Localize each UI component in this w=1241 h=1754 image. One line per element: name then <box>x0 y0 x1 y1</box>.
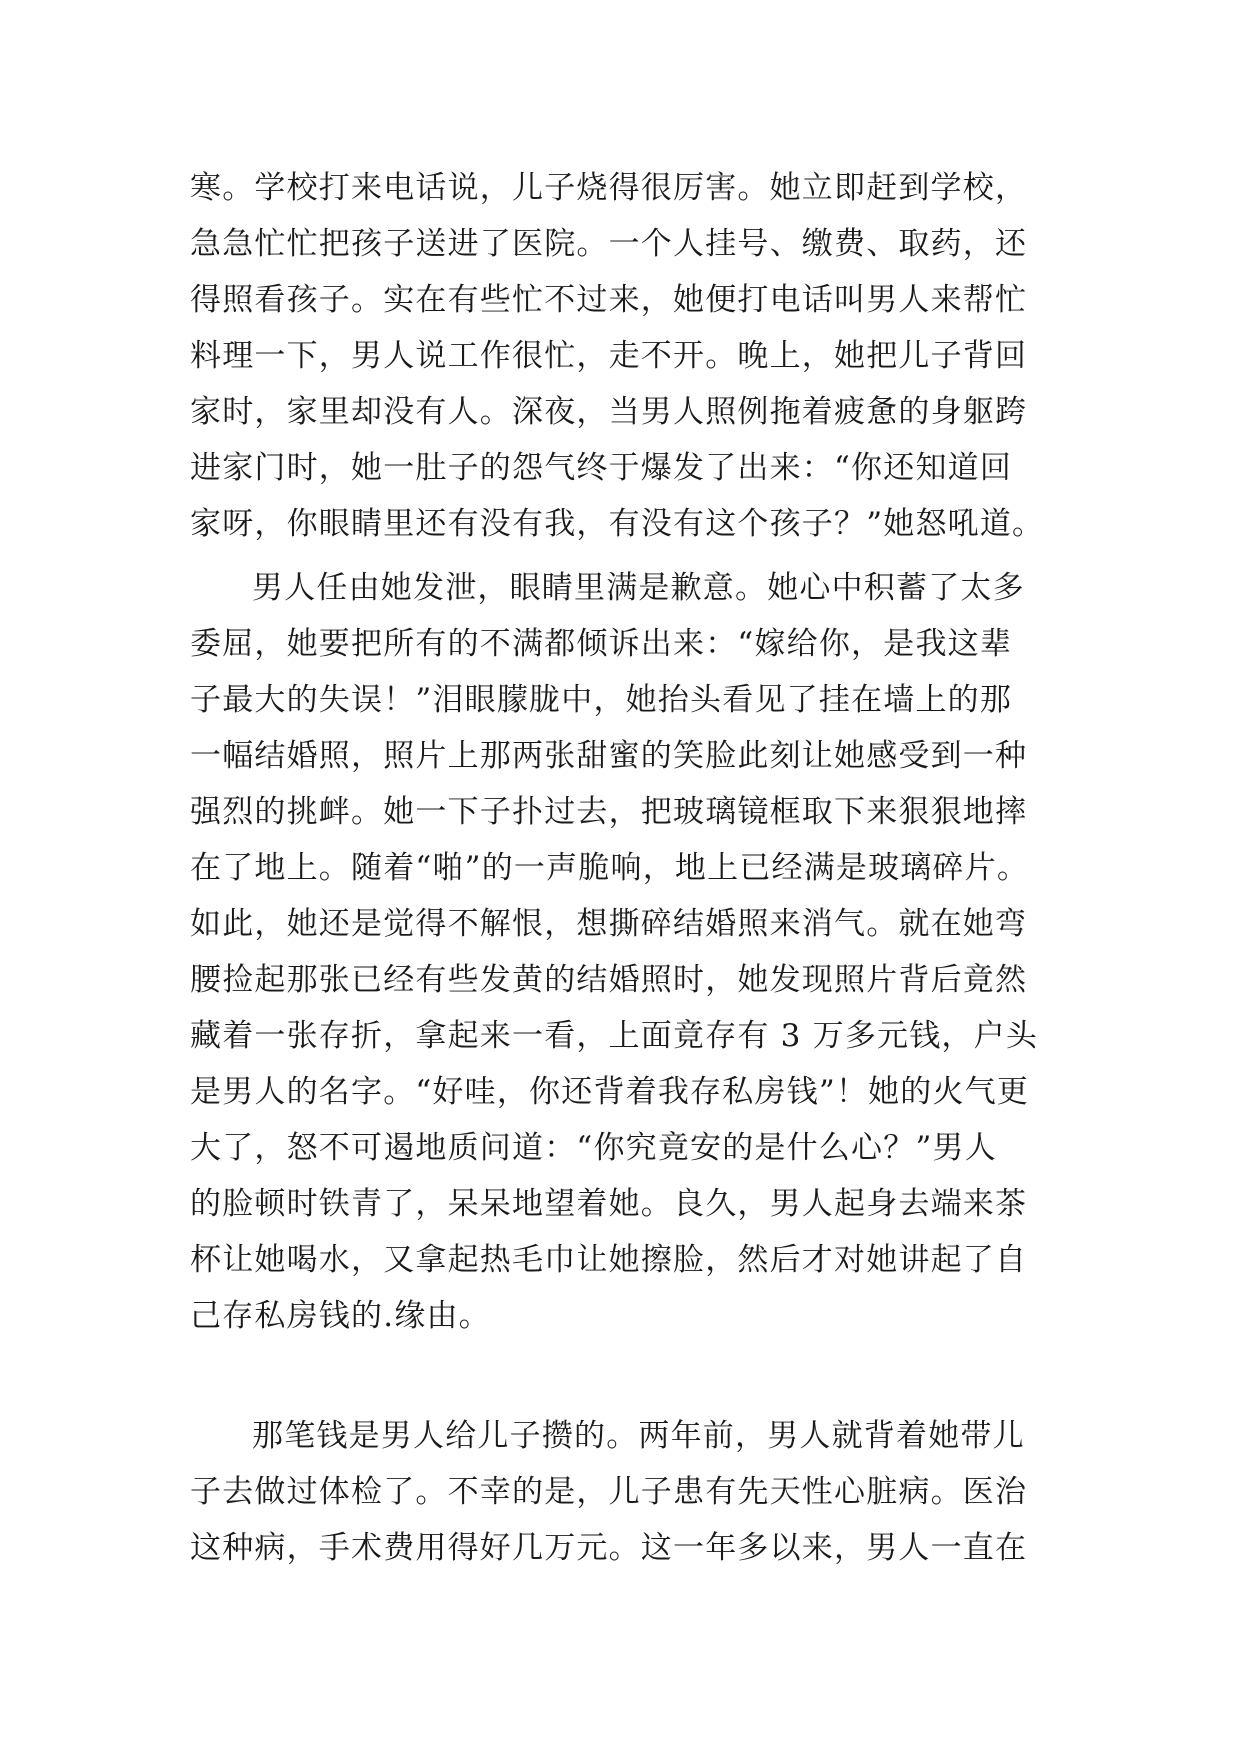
text-line: 急急忙忙把孩子送进了医院。一个人挂号、缴费、取药，还 <box>190 226 1028 262</box>
paragraph-gap <box>190 552 1060 560</box>
text-line: 杯让她喝水，又拿起热毛巾让她擦脸，然后才对她讲起了自 <box>190 1242 1028 1278</box>
paragraph-2 <box>190 560 1060 1400</box>
paragraph-gap <box>190 1400 1060 1408</box>
paragraph-1 <box>190 160 1060 552</box>
text-line: 子去做过体检了。不幸的是，儿子患有先天性心脏病。医治 <box>190 1474 1028 1510</box>
text-line: 寒。学校打来电话说，儿子烧得很厉害。她立即赶到学校， <box>190 170 1028 206</box>
text-line: 腰捡起那张已经有些发黄的结婚照时，她发现照片背后竟然 <box>190 962 1028 998</box>
text-line: 己存私房钱的.缘由。 <box>190 1298 491 1334</box>
text-line: 料理一下，男人说工作很忙，走不开。晚上，她把儿子背回 <box>190 338 1028 374</box>
text-line: 家时，家里却没有人。深夜，当男人照例拖着疲惫的身躯跨 <box>190 394 1028 430</box>
text-line: 藏着一张存折，拿起来一看，上面竟存有 3 万多元钱，户头 <box>190 1018 1039 1054</box>
text-line: 得照看孩子。实在有些忙不过来，她便打电话叫男人来帮忙 <box>190 282 1028 318</box>
text-line: 一幅结婚照，照片上那两张甜蜜的笑脸此刻让她感受到一种 <box>190 738 1028 774</box>
text-line: 大了，怒不可遏地质问道：“你究竟安的是什么心？”男人 <box>190 1130 997 1166</box>
text-line: 家呀，你眼睛里还有没有我，有没有这个孩子？”她怒吼道。 <box>190 506 1045 542</box>
body-text <box>190 160 1060 1576</box>
text-line: 如此，她还是觉得不解恨，想撕碎结婚照来消气。就在她弯 <box>190 906 1028 942</box>
text-line: 子最大的失误！”泪眼朦胧中，她抬头看见了挂在墙上的那 <box>190 682 1013 718</box>
text-line: 的脸顿时铁青了，呆呆地望着她。良久，男人起身去端来茶 <box>190 1186 1028 1222</box>
text-line: 这种病，手术费用得好几万元。这一年多以来，男人一直在 <box>190 1530 1028 1566</box>
text-line-indented: 那笔钱是男人给儿子攒的。两年前，男人就背着她带儿 <box>252 1418 1025 1454</box>
text-line: 委屈，她要把所有的不满都倾诉出来：“嫁给你，是我这辈 <box>190 626 1013 662</box>
text-line <box>190 1344 1060 1400</box>
text-line-indented: 男人任由她发泄，眼睛里满是歉意。她心中积蓄了太多 <box>252 570 1025 606</box>
text-line: 进家门时，她一肚子的怨气终于爆发了出来：“你还知道回 <box>190 450 1013 486</box>
text-line: 强烈的挑衅。她一下子扑过去，把玻璃镜框取下来狠狠地摔 <box>190 794 1028 830</box>
paragraph-3 <box>190 1408 1060 1576</box>
text-line: 是男人的名字。“好哇，你还背着我存私房钱”！她的火气更 <box>190 1074 1030 1110</box>
text-line: 在了地上。随着“啪”的一声脆响，地上已经满是玻璃碎片。 <box>190 850 1030 886</box>
